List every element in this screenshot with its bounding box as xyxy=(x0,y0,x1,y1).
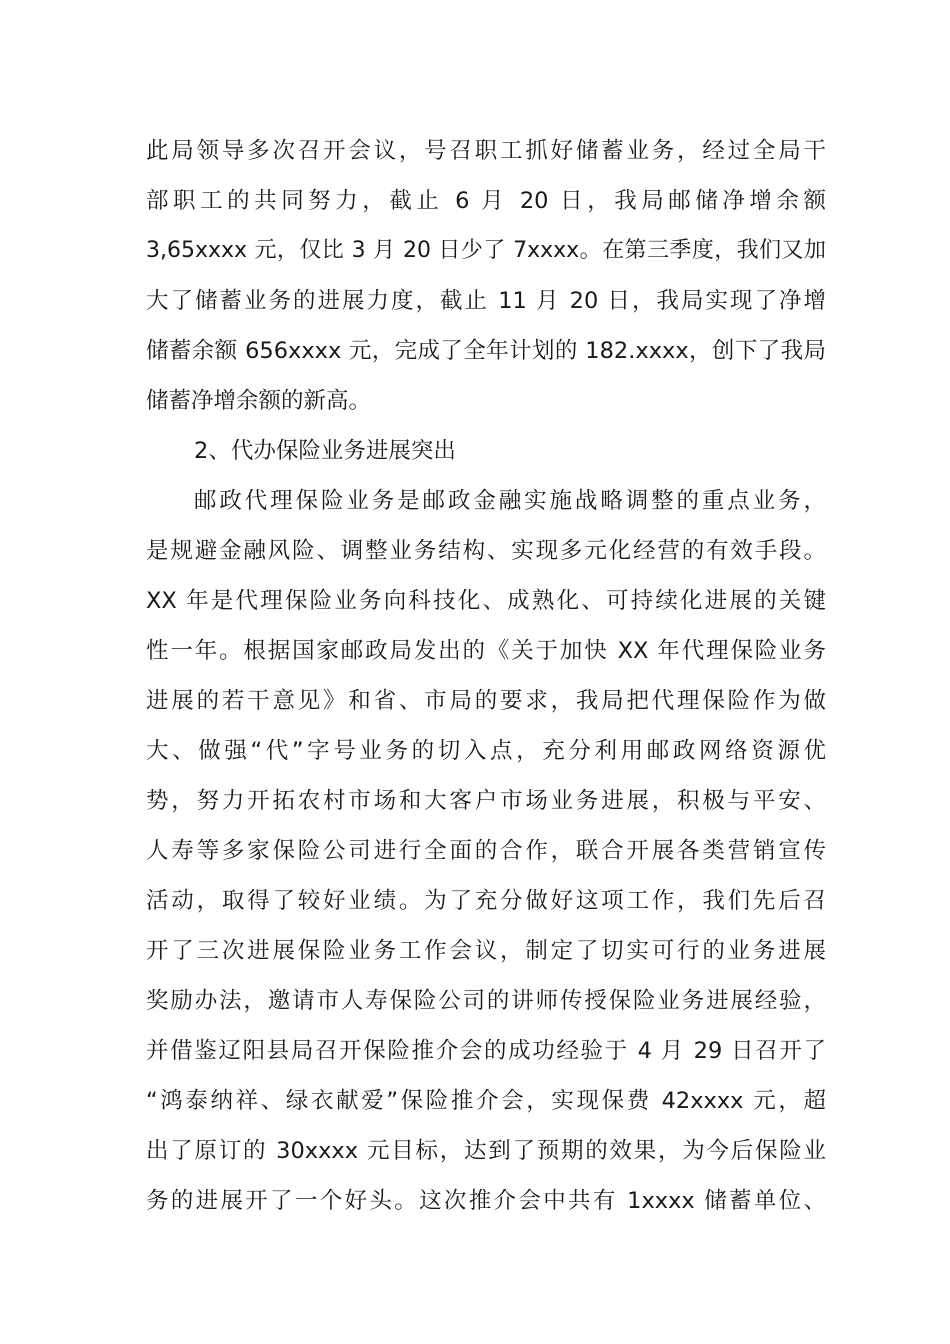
body-text-line: 是规避金融风险、调整业务结构、实现多元化经营的有效手段。 xyxy=(146,538,826,564)
body-text-line: 奖励办法，邀请市人寿保险公司的讲师传授保险业务进展经验， xyxy=(146,988,826,1014)
body-text-line: 此局领导多次召开会议，号召职工抓好储蓄业务，经过全局干 xyxy=(146,138,826,164)
body-text-line: 势，努力开拓农村市场和大客户市场业务进展，积极与平安、 xyxy=(146,788,826,814)
body-text-line: 并借鉴辽阳县局召开保险推介会的成功经验于 4 月 29 日召开了 xyxy=(146,1038,826,1064)
body-text-line: 储蓄余额 656xxxx 元，完成了全年计划的 182.xxxx，创下了我局 xyxy=(146,338,826,364)
body-text-line: 开了三次进展保险业务工作会议，制定了切实可行的业务进展 xyxy=(146,938,826,964)
body-text-line: 部职工的共同努力，截止 6 月 20 日，我局邮储净增余额 xyxy=(146,188,826,214)
body-text-line: 出了原订的 30xxxx 元目标，达到了预期的效果，为今后保险业 xyxy=(146,1138,826,1164)
body-text-line: 3,65xxxx 元，仅比 3 月 20 日少了 7xxxx。在第三季度，我们又加 xyxy=(146,238,826,263)
body-text-line: 活动，取得了较好业绩。为了充分做好这项工作，我们先后召 xyxy=(146,888,826,914)
body-text-line: 大了储蓄业务的进展力度，截止 11 月 20 日，我局实现了净增 xyxy=(146,288,826,314)
section-heading: 2、代办保险业务进展突出 xyxy=(194,438,456,464)
body-text-line: 大、做强“代”字号业务的切入点，充分利用邮政网络资源优 xyxy=(146,738,826,764)
body-text-line: XX 年是代理保险业务向科技化、成熟化、可持续化进展的关键 xyxy=(146,588,826,614)
body-text-line: 储蓄净增余额的新高。 xyxy=(146,388,372,414)
paragraph-first-line: 邮政代理保险业务是邮政金融实施战略调整的重点业务， xyxy=(194,488,826,514)
body-text-line: 务的进展开了一个好头。这次推介会中共有 1xxxx 储蓄单位、 xyxy=(146,1188,826,1214)
body-text-line: “鸿泰纳祥、绿衣献爱”保险推介会，实现保费 42xxxx 元，超 xyxy=(146,1088,826,1114)
body-text-line: 进展的若干意见》和省、市局的要求，我局把代理保险作为做 xyxy=(146,688,826,714)
body-text-line: 人寿等多家保险公司进行全面的合作，联合开展各类营销宣传 xyxy=(146,838,826,864)
body-text-line: 性一年。根据国家邮政局发出的《关于加快 XX 年代理保险业务 xyxy=(146,638,826,664)
